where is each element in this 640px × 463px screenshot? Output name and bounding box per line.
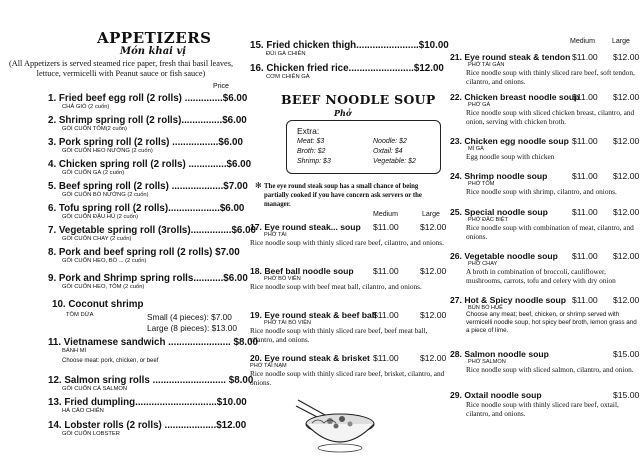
size-medium-header-right: Medium — [570, 38, 595, 45]
extra-broth: Broth: $2 — [297, 148, 326, 155]
list-item: 28. Salmon noodle soup $15.00 PHỞ SALMON Rice noodle soup with sliced salmon, cilantro, and onion. — [450, 349, 640, 374]
list-item: 24. Shrimp noodle soup $11.00 $12.00 PHỞ TÔM Rice noodle soup with shrimp, cilantro, and onions. — [450, 171, 640, 196]
extras-title: Extra: — [297, 126, 320, 136]
list-item: 11. Vietnamese sandwich ....................... $8.00 BÁNH MÌ Choose meat: pork, chicken, or beef — [48, 337, 259, 364]
list-item: 13. Fried dumpling..............................$10.00 HÁ CẢO CHIÊN — [48, 397, 247, 414]
size-large-header-right: Large — [612, 38, 630, 45]
list-item: 12. Salmon sring rolls ........................... $8.00 GỎI CUỐN CÁ SALMON — [48, 375, 254, 392]
list-item: 4. Chicken spring roll (2 rolls) ..............$6.00 GỎI CUỐN GÀ (2 cuốn) — [48, 159, 252, 176]
warning-note: The eye round steak soup has a small chance of being partially cooked if you have concern ask servers or the manager. — [264, 183, 422, 208]
list-item: 3. Pork spring roll (2 rolls) .................$6.00 GỎI CUỐN HEO NƯỚNG (2 cuốn) — [48, 137, 243, 154]
noodle-bowl-illustration — [292, 390, 382, 455]
list-item: 14. Lobster rolls (2 rolls) ...................$12.00 GỎI CUỐN LOBSTER — [48, 420, 247, 437]
list-item: 7. Vegetable spring roll (3rolls)...............$6.00 GỎI CUỐN CHAY (2 cuốn) — [48, 225, 256, 242]
list-item: 17. Eye round steak... soup $11.00 $12.00 PHỞ TÁI Rice noodle soup with thinly sliced rare beef, cilantro, and onions. — [250, 222, 447, 247]
list-item: 9. Pork and Shrimp spring rolls...........$6.00 GỎI CUỐN HEO, TÔM (2 cuốn) — [48, 273, 248, 290]
size-medium-header: Medium — [373, 211, 398, 218]
extra-meat: Meat: $3 — [297, 138, 325, 145]
list-item: 26. Vegetable noodle soup $11.00 $12.00 PHỞ CHAY A broth in combination of broccoli, cauliflower, mushrooms, carrots, tofu and celery with dry onion — [450, 251, 640, 285]
beef-noodle-title: BEEF NOODLE SOUP — [281, 92, 436, 107]
list-item: 1. Fried beef egg roll (2 rolls) ..............$6.00 CHẢ GIÒ (2 cuốn) — [48, 93, 248, 110]
appetizers-subtitle: Món khai vị — [120, 46, 187, 57]
list-item: 21. Eye round steak & tendon $11.00 $12.00 PHỞ TÁI GÂN Rice noodle soup with thinly sliced rare beef, soft tendon, cilantro, and onions. — [450, 52, 640, 86]
coconut-small-price: Small (4 pieces): $7.00 — [147, 312, 232, 322]
price-header: Price — [213, 83, 229, 90]
extra-noodle: Noodle: $2 — [373, 138, 407, 145]
list-item: 22. Chicken breast noodle soup $11.00 $12.00 PHỞ GÀ Rice noodle soup with sliced chicken breast, cilantro, and onion, serving with chicken broth. — [450, 92, 640, 126]
list-item: 5. Beef spring roll (2 rolls) ...................$7.00 GỎI CUỐN BÒ NƯỚNG (2 cuốn) — [48, 181, 248, 198]
coconut-vn: TÔM DỪA — [66, 312, 94, 318]
appetizers-title: APPETIZERS — [97, 29, 212, 47]
list-item: 2. Shrimp spring roll (2 rolls)...............$6.00 GỎI CUỐN TÔM(2 cuốn) — [48, 115, 247, 132]
list-item: 20. Eye round steak & brisket $11.00 $12.00 PHỞ TÁI NẠM Rice noodle soup with thinly sliced rare beef, brisket, cilantro, and onions. — [250, 353, 447, 387]
list-item: 8. Pork and beef spring roll (2 rolls) $7.00 GỎI CUỐN HEO, BÒ ... (2 cuốn) — [48, 247, 240, 264]
extras-box — [286, 120, 441, 174]
list-item: 16. Chicken fried rice........................$12.00 CƠM CHIÊN GÀ — [250, 63, 444, 80]
beef-noodle-subtitle: Phở — [334, 108, 352, 118]
appetizers-note: (All Appetizers is served steamed rice paper, fresh thai basil leaves, lettuce, vermicelli with Peanut sauce or fish sauce) — [8, 59, 234, 78]
list-item: 6. Tofu spring roll (2 rolls)...................$6.00 GỎI CUỐN ĐẬU HỦ (2 cuốn) — [48, 203, 245, 220]
coconut-shrimp-item: 10. Coconut shrimp — [52, 299, 144, 310]
list-item: 18. Beef ball noodle soup $11.00 $12.00 PHỞ BÒ VIÊN Rice noodle soup with beef meat ball, cilantro, and onions. — [250, 266, 447, 291]
list-item: 27. Hot & Spicy noodle soup $11.00 $12.00 BÚN BÒ HUẾ Choose any meat; beef, chicken, or shrimp served with vermicelli noodle soup, hot spicy beef broth, lemon grass and a piece of lime. — [450, 295, 640, 334]
size-large-header: Large — [422, 211, 440, 218]
extra-oxtail: Oxtail: $4 — [373, 148, 403, 155]
list-item: 29. Oxtail noodle soup $15.00 Rice noodle soup with thinly sliced rare beef, oxtail, cilantro, and onions. — [450, 390, 640, 418]
extra-shrimp: Shrimp: $3 — [297, 158, 331, 165]
coconut-large-price: Large (8 pieces): $13.00 — [147, 323, 237, 333]
list-item: 15. Fried chicken thigh.......................$10.00 ĐÙI GÀ CHIÊN — [250, 40, 449, 57]
list-item: 19. Eye round steak & beef ball $11.00 $12.00 PHỞ TÁI BÒ VIÊN Rice noodle soup with thinly sliced rare beef, beef meat ball, cilantro, and onions. — [250, 310, 447, 344]
list-item: 25. Special noodle soup $11.00 $12.00 PHỞ ĐẶC BIỆT Rice noodle soup with combination of meat, cilantro, and onions. — [450, 207, 640, 241]
asterisk-icon: ✻ — [255, 181, 262, 190]
list-item: 23. Chicken egg noodle soup $11.00 $12.00 MÌ GÀ Egg noodle soup with chicken — [450, 136, 640, 161]
extra-vegetable: Vegetable: $2 — [373, 158, 416, 165]
